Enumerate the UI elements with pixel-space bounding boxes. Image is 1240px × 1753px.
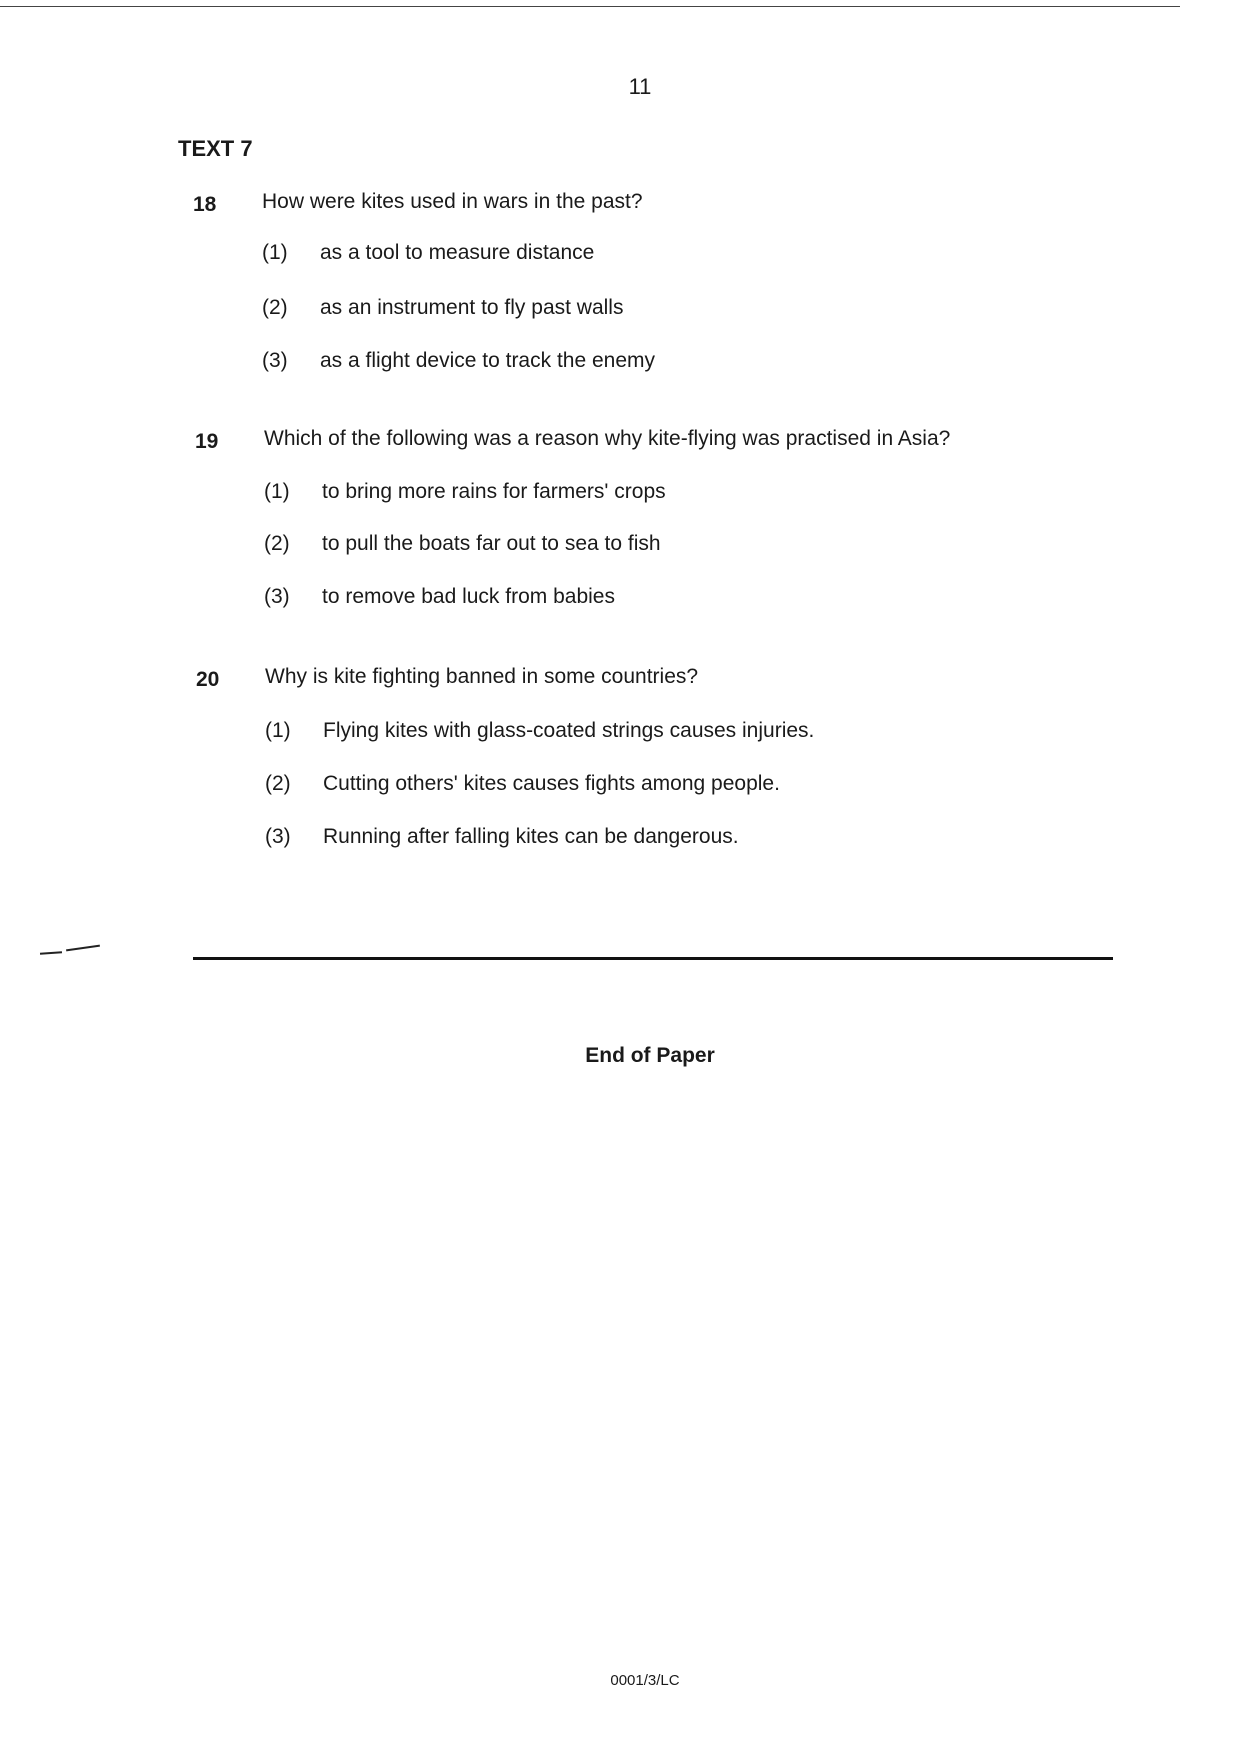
question-stem: How were kites used in wars in the past?: [262, 190, 643, 213]
option-2: [264, 532, 661, 556]
option-label: (1): [264, 480, 290, 503]
option-3: [265, 825, 739, 849]
option-label: (2): [262, 296, 288, 319]
option-1: [264, 480, 666, 504]
section-heading: TEXT 7: [178, 136, 253, 161]
option-label: (1): [265, 719, 291, 742]
end-of-paper: End of Paper: [585, 1044, 715, 1067]
option-text: Cutting others' kites causes fights among people.: [323, 772, 780, 795]
option-text: to pull the boats far out to sea to fish: [322, 532, 661, 555]
option-text: to bring more rains for farmers' crops: [322, 480, 666, 503]
option-text: to remove bad luck from babies: [322, 585, 615, 608]
option-text: as a flight device to track the enemy: [320, 349, 656, 372]
top-rule: [0, 6, 1180, 7]
option-3: [262, 349, 655, 373]
option-3: [264, 585, 615, 609]
option-1: [265, 719, 814, 743]
option-text: as a tool to measure distance: [320, 241, 595, 264]
option-label: (3): [265, 825, 291, 848]
page-number: 11: [628, 74, 652, 99]
option-text: Running after falling kites can be dangerous.: [323, 825, 739, 848]
question-number: 20: [196, 668, 220, 691]
question-number: 19: [195, 430, 219, 453]
scan-mark: [40, 951, 62, 955]
paper-code: 0001/3/LC: [610, 1672, 680, 1689]
option-text: Flying kites with glass-coated strings causes injuries.: [323, 719, 815, 742]
option-label: (3): [264, 585, 290, 608]
option-label: (2): [264, 532, 290, 555]
scan-mark: [66, 945, 100, 952]
question-stem: Which of the following was a reason why kite-flying was practised in Asia?: [264, 427, 951, 450]
end-rule: [193, 957, 1113, 960]
option-label: (2): [265, 772, 291, 795]
option-1: [262, 241, 594, 265]
question-stem: Why is kite fighting banned in some countries?: [265, 665, 699, 688]
option-2: [265, 772, 780, 796]
option-text: as an instrument to fly past walls: [320, 296, 624, 319]
option-2: [262, 296, 623, 320]
option-label: (1): [262, 241, 288, 264]
question-number: 18: [193, 193, 217, 216]
option-label: (3): [262, 349, 288, 372]
